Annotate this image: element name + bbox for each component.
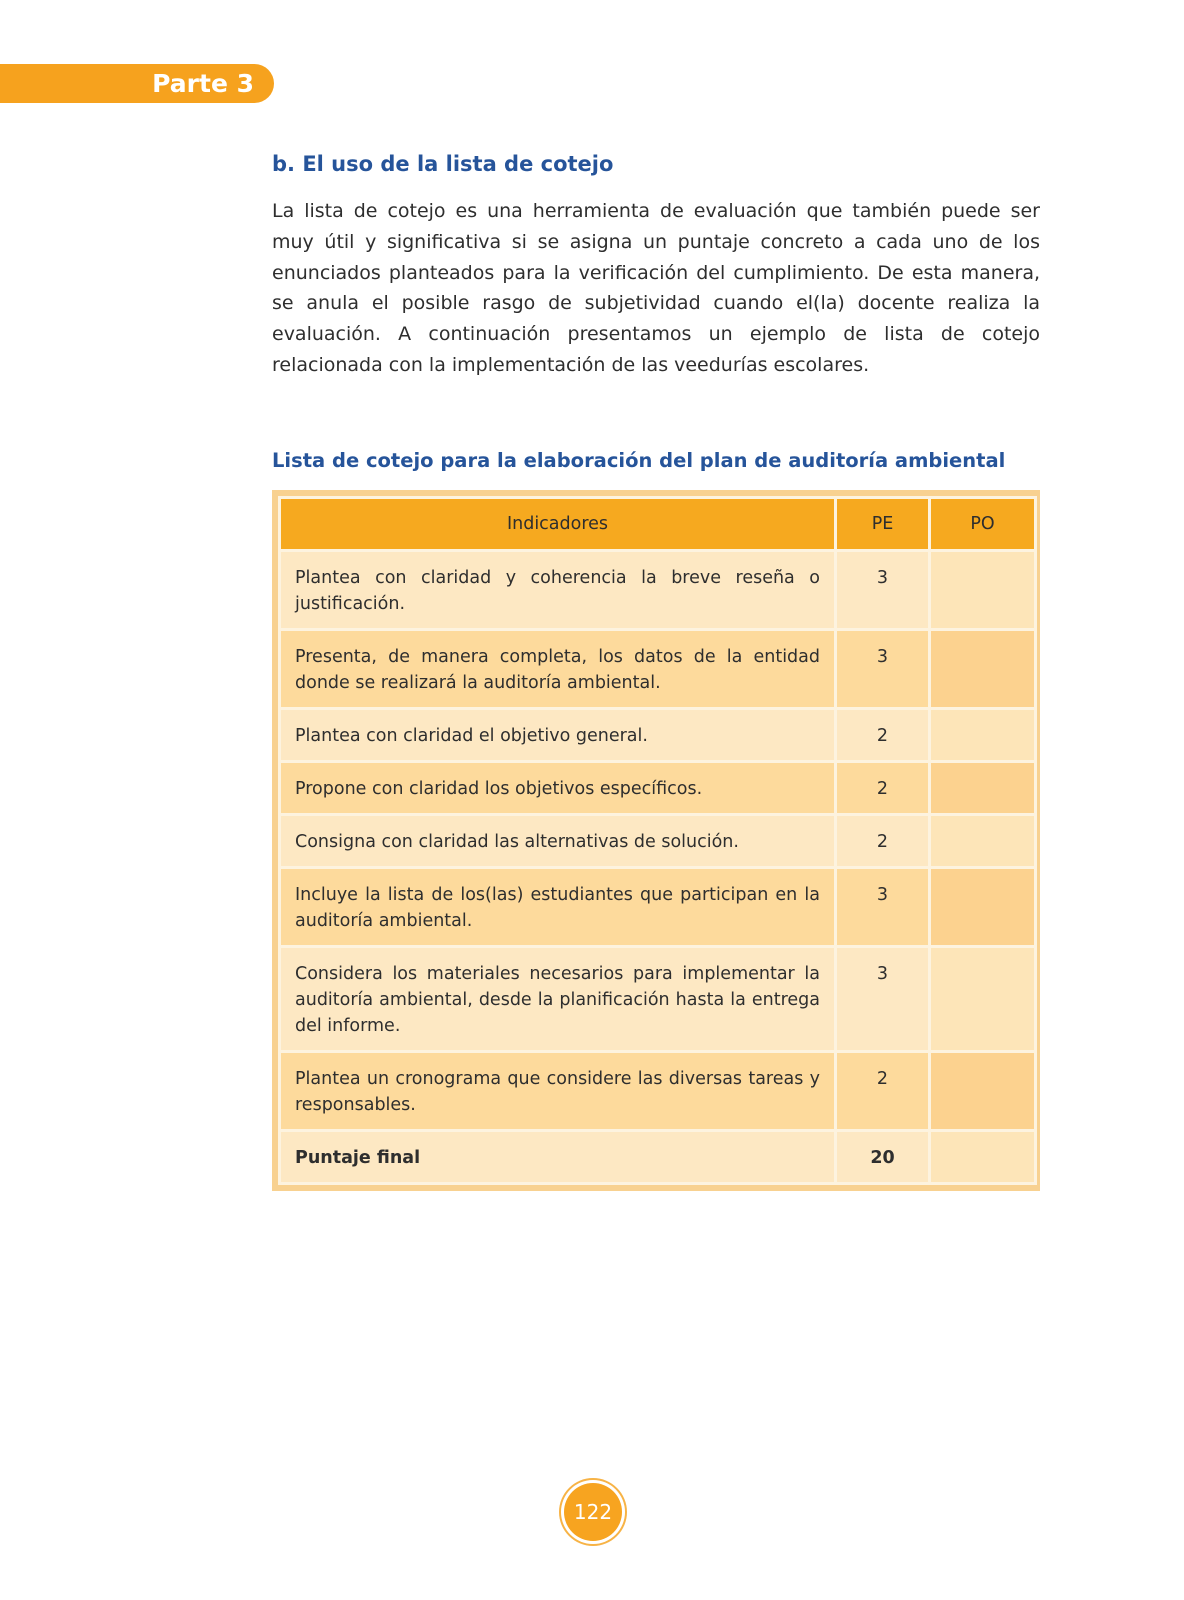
table-row [280, 947, 1036, 1052]
po-cell [930, 947, 1036, 1052]
table-row [280, 1052, 1036, 1131]
indicator-cell: Incluye la lista de los(las) estudiantes que participan en la auditoría ambiental. [280, 868, 836, 947]
header-pe: PE [836, 498, 930, 551]
total-row [280, 1131, 1036, 1184]
table-header-row [280, 498, 1036, 551]
indicator-cell: Considera los materiales necesarios para implementar la auditoría ambiental, desde la planificación hasta la entrega del informe. [280, 947, 836, 1052]
po-cell [930, 709, 1036, 762]
table-row [280, 868, 1036, 947]
pe-cell: 2 [836, 1052, 930, 1131]
total-label: Puntaje final [280, 1131, 836, 1184]
pe-cell: 2 [836, 709, 930, 762]
header-indicators: Indicadores [280, 498, 836, 551]
indicator-cell: Propone con claridad los objetivos específicos. [280, 762, 836, 815]
indicator-cell: Plantea con claridad y coherencia la breve reseña o justificación. [280, 551, 836, 630]
pe-cell: 2 [836, 762, 930, 815]
part-tab [0, 64, 274, 103]
section-heading: b. El uso de la lista de cotejo [272, 152, 614, 176]
page-number: 122 [573, 1500, 613, 1524]
indicator-cell: Presenta, de manera completa, los datos de la entidad donde se realizará la auditoría ambiental. [280, 630, 836, 709]
table-row [280, 815, 1036, 868]
total-po [930, 1131, 1036, 1184]
indicator-cell: Plantea un cronograma que considere las diversas tareas y responsables. [280, 1052, 836, 1131]
pe-cell: 3 [836, 551, 930, 630]
indicator-cell: Plantea con claridad el objetivo general. [280, 709, 836, 762]
po-cell [930, 815, 1036, 868]
po-cell [930, 868, 1036, 947]
pe-cell: 3 [836, 630, 930, 709]
indicator-cell: Consigna con claridad las alternativas de solución. [280, 815, 836, 868]
table-row [280, 630, 1036, 709]
table-row [280, 709, 1036, 762]
pe-cell: 2 [836, 815, 930, 868]
page-number-badge [564, 1483, 622, 1541]
intro-paragraph: La lista de cotejo es una herramienta de evaluación que también puede ser muy útil y significativa si se asigna un puntaje concreto a cada uno de los enunciados planteados para la verificación del cumplimiento. De esta manera, se anula el posible rasgo de subjetividad cuando el(la) docente realiza la evaluación. A continuación presentamos un ejemplo de lista de cotejo relacionada con la implementación de las veedurías escolares. [272, 200, 1040, 376]
po-cell [930, 1052, 1036, 1131]
part-label: Parte 3 [152, 69, 254, 98]
table-row [280, 551, 1036, 630]
po-cell [930, 630, 1036, 709]
po-cell [930, 551, 1036, 630]
table-title: Lista de cotejo para la elaboración del plan de auditoría ambiental [272, 449, 1006, 472]
po-cell [930, 762, 1036, 815]
pe-cell: 3 [836, 947, 930, 1052]
pe-cell: 3 [836, 868, 930, 947]
checklist-table [278, 496, 1037, 1185]
total-pe: 20 [836, 1131, 930, 1184]
checklist-table-frame [272, 490, 1040, 1191]
header-po: PO [930, 498, 1036, 551]
table-row [280, 762, 1036, 815]
